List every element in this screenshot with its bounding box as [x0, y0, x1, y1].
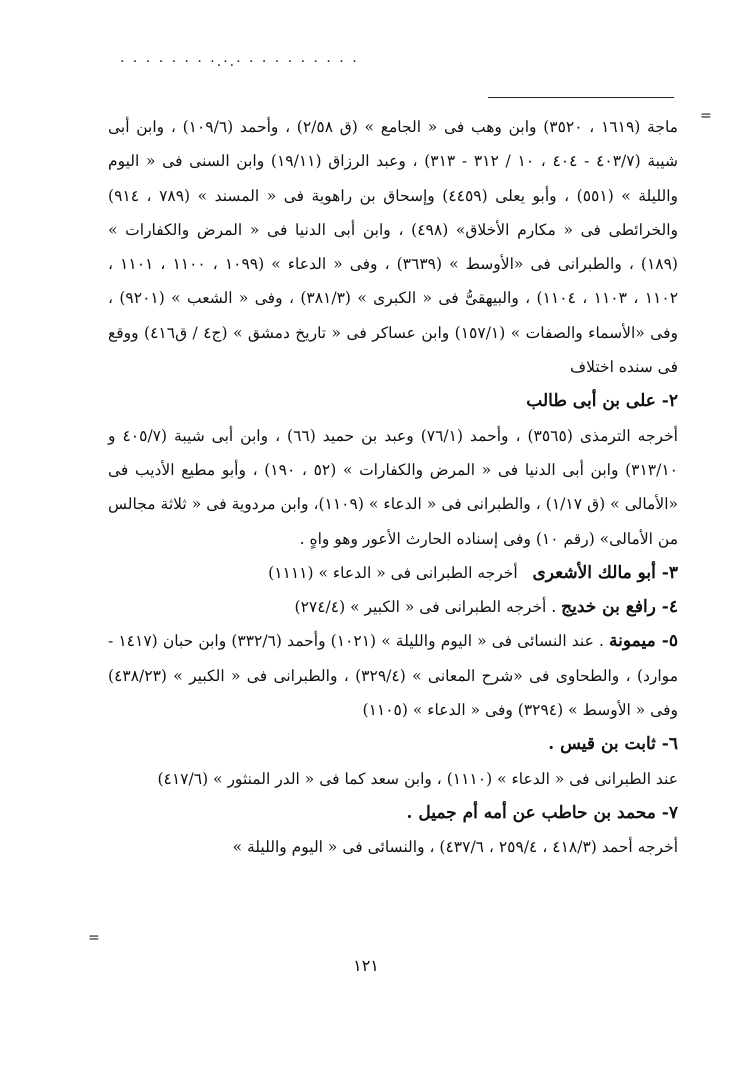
footnote-separator-rule: [488, 97, 674, 98]
header-dots: · · · · · · · ·.·.· · · · · · · · · ·: [120, 54, 359, 70]
paragraph-7: أخرجه أحمد (٤١٨/٣ ، ٢٥٩/٤ ، ٤٣٧/٦) ، والنسائى فى « اليوم والليلة »: [232, 838, 678, 857]
footnote-body: [108, 110, 678, 865]
heading-maymuna: ٥- ميمونة: [609, 631, 678, 652]
page-number: ١٢١: [353, 956, 379, 975]
paragraph-6: عند الطبرانى فى « الدعاء » (١١١٠) ، وابن سعد كما فى « الدر المنثور » (٤١٧/٦): [157, 769, 678, 788]
margin-mark-bottom: =: [88, 930, 100, 946]
heading-abu-malik: ٣- أبو مالك الأشعرى: [532, 562, 678, 583]
heading-muhammad-ibn-hatib: ٧- محمد بن حاطب عن أمه أم جميل .: [406, 802, 678, 823]
paragraph-2: أخرجه الترمذى (٣٥٦٥) ، وأحمد (٧٦/١) وعبد بن حميد (٦٦) ، وابن أبى شيبة (٤٠٥/٧ و ٣١٣/١٠) وابن أبى الدنيا فى « المرض والكفارات » (٥٢ ، ١٩٠) ، وأبو مطيع الأديب فى «الأمالى » (ق ١/١٧) ، والطبرانى فى « الدعاء » (١١٠٩)، وابن مردوية فى « ثلاثة مجالس من الأمالى» (رقم ١٠) وفى إسناده الحارث الأعور وهو واهٍ .: [108, 426, 679, 548]
margin-mark-top: =: [700, 108, 712, 124]
heading-ali-ibn-abi-talib: ٢- على بن أبى طالب: [526, 391, 678, 412]
paragraph-1: ماجة (١٦١٩ ، ٣٥٢٠) وابن وهب فى « الجامع » (ق ٢/٥٨) ، وأحمد (١٠٩/٦) ، وابن أبى شيبة (٤٠٣/٧ - ٤٠٤ ، ١٠ / ٣١٢ - ٣١٣) ، وعبد الرزاق (١٩/١١) وابن السنى فى « اليوم والليلة » (٥٥١) ، وأبو يعلى (٤٤٥٩) وإسحاق بن راهوية فى « المسند » (٧٨٩ ، ٩١٤) والخرائطى فى « مكارم الأخلاق» (٤٩٨) ، وابن أبى الدنيا فى « المرض والكفارات » (١٨٩) ، والطبرانى فى «الأوسط » (٣٦٣٩) ، وفى « الدعاء » (١٠٩٩ ، ١١٠٠ ، ١١٠١ ، ١١٠٢ ، ١١٠٣ ، ١١٠٤) ، والبيهقىُّ فى « الكبرى » (٣٨١/٣) ، وفى « الشعب » (٩٢٠١) ، وفى «الأسماء والصفات » (١٥٧/١) وابن عساكر فى « تاريخ دمشق » (ج٤ / ق٤١٦) ووقع فى سنده اختلاف: [108, 118, 679, 377]
paragraph-5: [108, 624, 678, 727]
paragraph-4: [108, 590, 678, 624]
heading-thabit-ibn-qays: ٦- ثابت بن قيس .: [548, 734, 678, 755]
paragraph-3-text: أخرجه الطبرانى فى « الدعاء » (١١١١): [268, 563, 518, 582]
paragraph-5-text: . عند النسائى فى « اليوم والليلة » (١٠٢١) وأحمد (٣٣٢/٦) وابن حبان (١٤١٧ - موارد) ، والطحاوى فى «شرح المعانى » (٣٢٩/٤) ، والطبرانى فى « الكبير » (٤٣٨/٢٣) وفى « الأوسط » (٣٢٩٤) وفى « الدعاء » (١١٠٥): [108, 632, 678, 720]
paragraph-4-text: . أخرجه الطبرانى فى « الكبير » (٢٧٤/٤): [294, 598, 562, 617]
heading-rafi-ibn-khadij: ٤- رافع بن خديج: [561, 597, 678, 618]
paragraph-3: [108, 556, 678, 590]
